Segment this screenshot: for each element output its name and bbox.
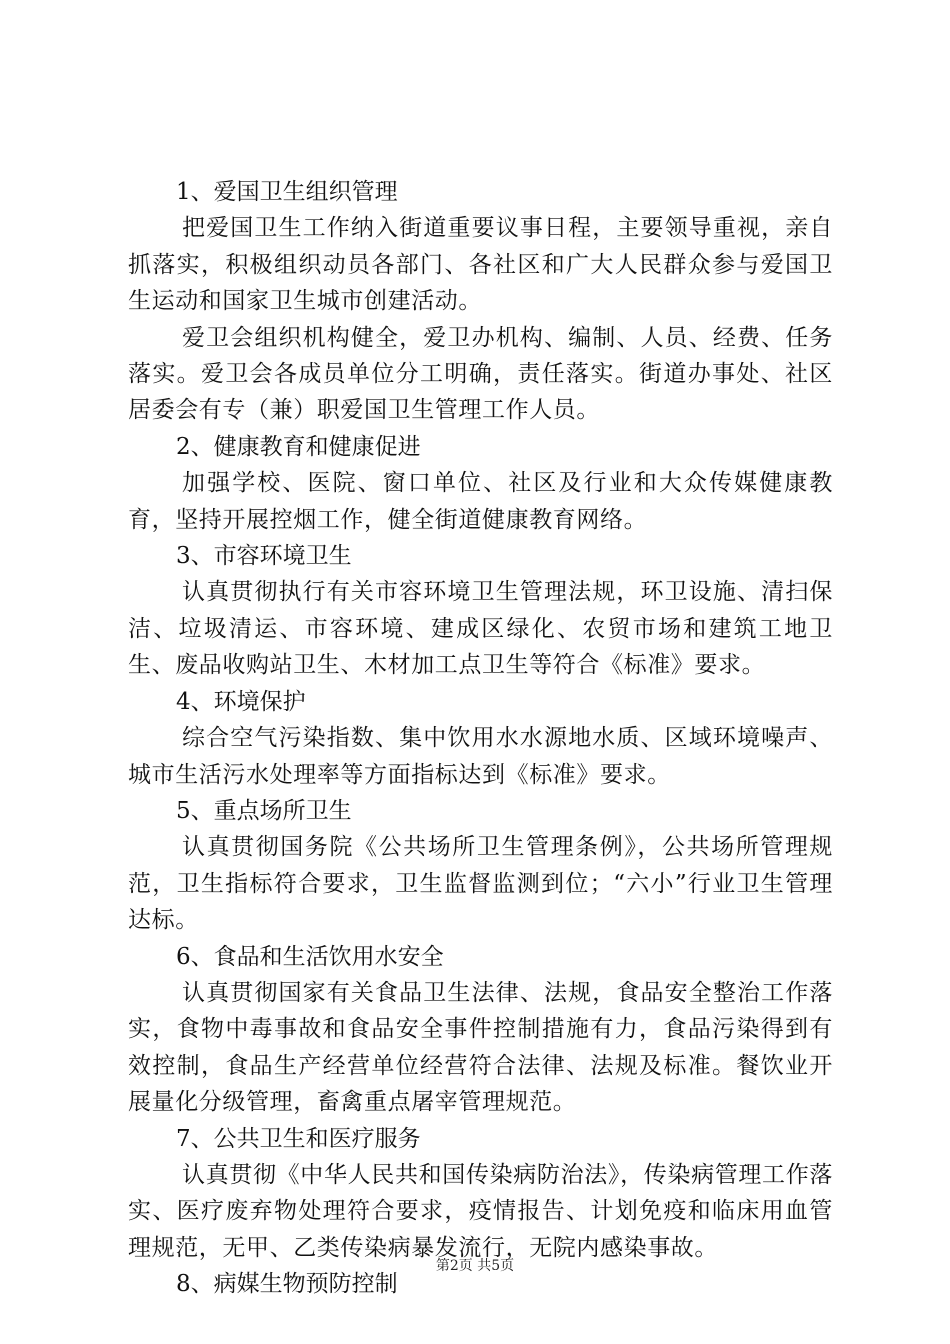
section-heading: 5、重点场所卫生 — [176, 797, 352, 824]
section-paragraph: 加强学校、医院、窗口单位、社区及行业和大众传媒健康教育，坚持开展控烟工作，健全街道健康教育网络。 — [128, 470, 833, 533]
document-body — [128, 174, 833, 1303]
section-heading: 2、健康教育和健康促进 — [176, 433, 421, 460]
section-heading: 4、环境保护 — [176, 688, 306, 715]
section-heading: 6、食品和生活饮用水安全 — [176, 943, 444, 970]
section-paragraph: 把爱国卫生工作纳入街道重要议事日程，主要领导重视，亲自抓落实，积极组织动员各部门、各社区和广大人民群众参与爱国卫生运动和国家卫生城市创建活动。 — [128, 215, 833, 315]
section-paragraph: 综合空气污染指数、集中饮用水水源地水质、区域环境噪声、城市生活污水处理率等方面指标达到《标准》要求。 — [128, 725, 833, 788]
section-heading: 1、爱国卫生组织管理 — [176, 179, 398, 205]
page-footer: 第2页 共5页 — [435, 1258, 515, 1274]
section-paragraph: 认真贯彻执行有关市容环境卫生管理法规，环卫设施、清扫保洁、垃圾清运、市容环境、建成区绿化、农贸市场和建筑工地卫生、废品收购站卫生、木材加工点卫生等符合《标准》要求。 — [128, 579, 833, 679]
section-paragraph: 认真贯彻《中华人民共和国传染病防治法》，传染病管理工作落实、医疗废弃物处理符合要求，疫情报告、计划免疫和临床用血管理规范，无甲、乙类传染病暴发流行，无院内感染事故。 — [128, 1161, 833, 1261]
section-paragraph: 认真贯彻国家有关食品卫生法律、法规，食品安全整治工作落实，食物中毒事故和食品安全事件控制措施有力，食品污染得到有效控制，食品生产经营单位经营符合法律、法规及标准。餐饮业开展量化分级管理，畜禽重点屠宰管理规范。 — [128, 979, 833, 1116]
section-heading: 8、病媒生物预防控制 — [176, 1271, 398, 1298]
section-heading: 7、公共卫生和医疗服务 — [176, 1125, 421, 1152]
section-paragraph: 认真贯彻国务院《公共场所卫生管理条例》，公共场所管理规范，卫生指标符合要求，卫生监督监测到位；“六小”行业卫生管理达标。 — [128, 834, 833, 934]
section-paragraph: 爱卫会组织机构健全，爱卫办机构、编制、人员、经费、任务落实。爱卫会各成员单位分工明确，责任落实。街道办事处、社区居委会有专（兼）职爱国卫生管理工作人员。 — [128, 324, 833, 424]
section-heading: 3、市容环境卫生 — [176, 543, 352, 570]
